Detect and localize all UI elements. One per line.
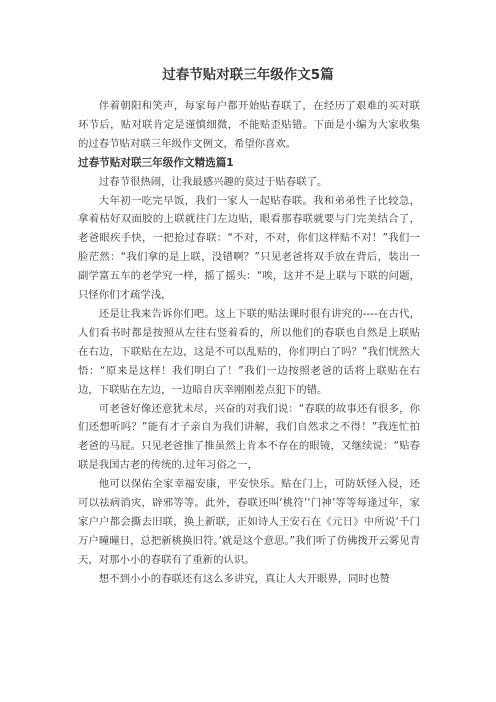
document-body — [78, 97, 420, 589]
section-heading: 过春节贴对联三年级作文精选篇1 — [78, 156, 234, 169]
intro-paragraph: 伴着朝阳和笑声，每家每户都开始贴春联了，在经历了艰难的买对联环节后，贴对联肯定是谨慎细微，不能贴歪贴错。下面是小编为大家收集的过春节贴对联三年级作文例文，希望你喜欢。 — [78, 100, 420, 150]
body-paragraph: 可老爸好像还意犹未尽，兴奋的对我们说：“春联的故事还有很多，你们还想听吗？”能有才子亲自为我们讲解，我们自然求之不得！”我连忙拍老爸的马屁。只见老爸推了推虽然上肯本不存在的眼镜，又继续说：“贴春联是我国古老的传统的.过年习俗之一， — [78, 402, 420, 472]
body-paragraph: 想不到小小的春联还有这么多讲究，真让人大开眼界，同时也赞 — [98, 572, 390, 585]
body-paragraph: 过春节很热闹，让我最感兴趣的莫过于贴春联了。 — [98, 175, 328, 188]
body-paragraph: 大年初一吃完早饭，我们一家人一起贴春联。我和弟弟性子比较急，拿着枯好双面胶的上联就往门左边贴，眼看那春联就要与门完美结合了，老爸眼疾手快，一把抢过春联：“不对，不对，你们这样贴不对！”我们一脸茫然：“我们拿的是上联，没错啊？”只见老爸将双手放在背后，装出一副学富五车的老学究一样，摇了摇头：“唉，这并不是上联与下联的问题，只怪你们才疏学浅， — [78, 194, 420, 302]
document-title: 过春节贴对联三年级作文5篇 — [162, 67, 334, 83]
body-paragraph: 还是让我来告诉你们吧。这上下联的贴法课时很有讲究的----在古代，人们看书时都是按照从左往右竖着看的，所以他们的春联也自然是上联贴在右边，下联贴在左边，这是不可以乱贴的，你们明白了吗？”我们恍然大悟：“原来是这样！我们明白了！”我们一边按照老爸的话将上联贴在右边，下联贴在左边，一边暗自庆幸刚刚差点犯下的错。 — [78, 307, 420, 396]
body-paragraph: 他可以保佑全家幸福安康，平安快乐。贴在门上，可防妖怪入侵，还可以祛病消灾，辟邪等等。此外，春联还叫‘桃符’‘门神’等等每逢过年，家家户户都会撕去旧联，换上新联，正如诗人王安石在《元日》中所说‘千门万户曈曈日，总把新桃换旧符。’就是这个意思。”我们听了仿佛拨开云雾见青天，对那小小的春联有了重新的认识。 — [78, 478, 420, 566]
